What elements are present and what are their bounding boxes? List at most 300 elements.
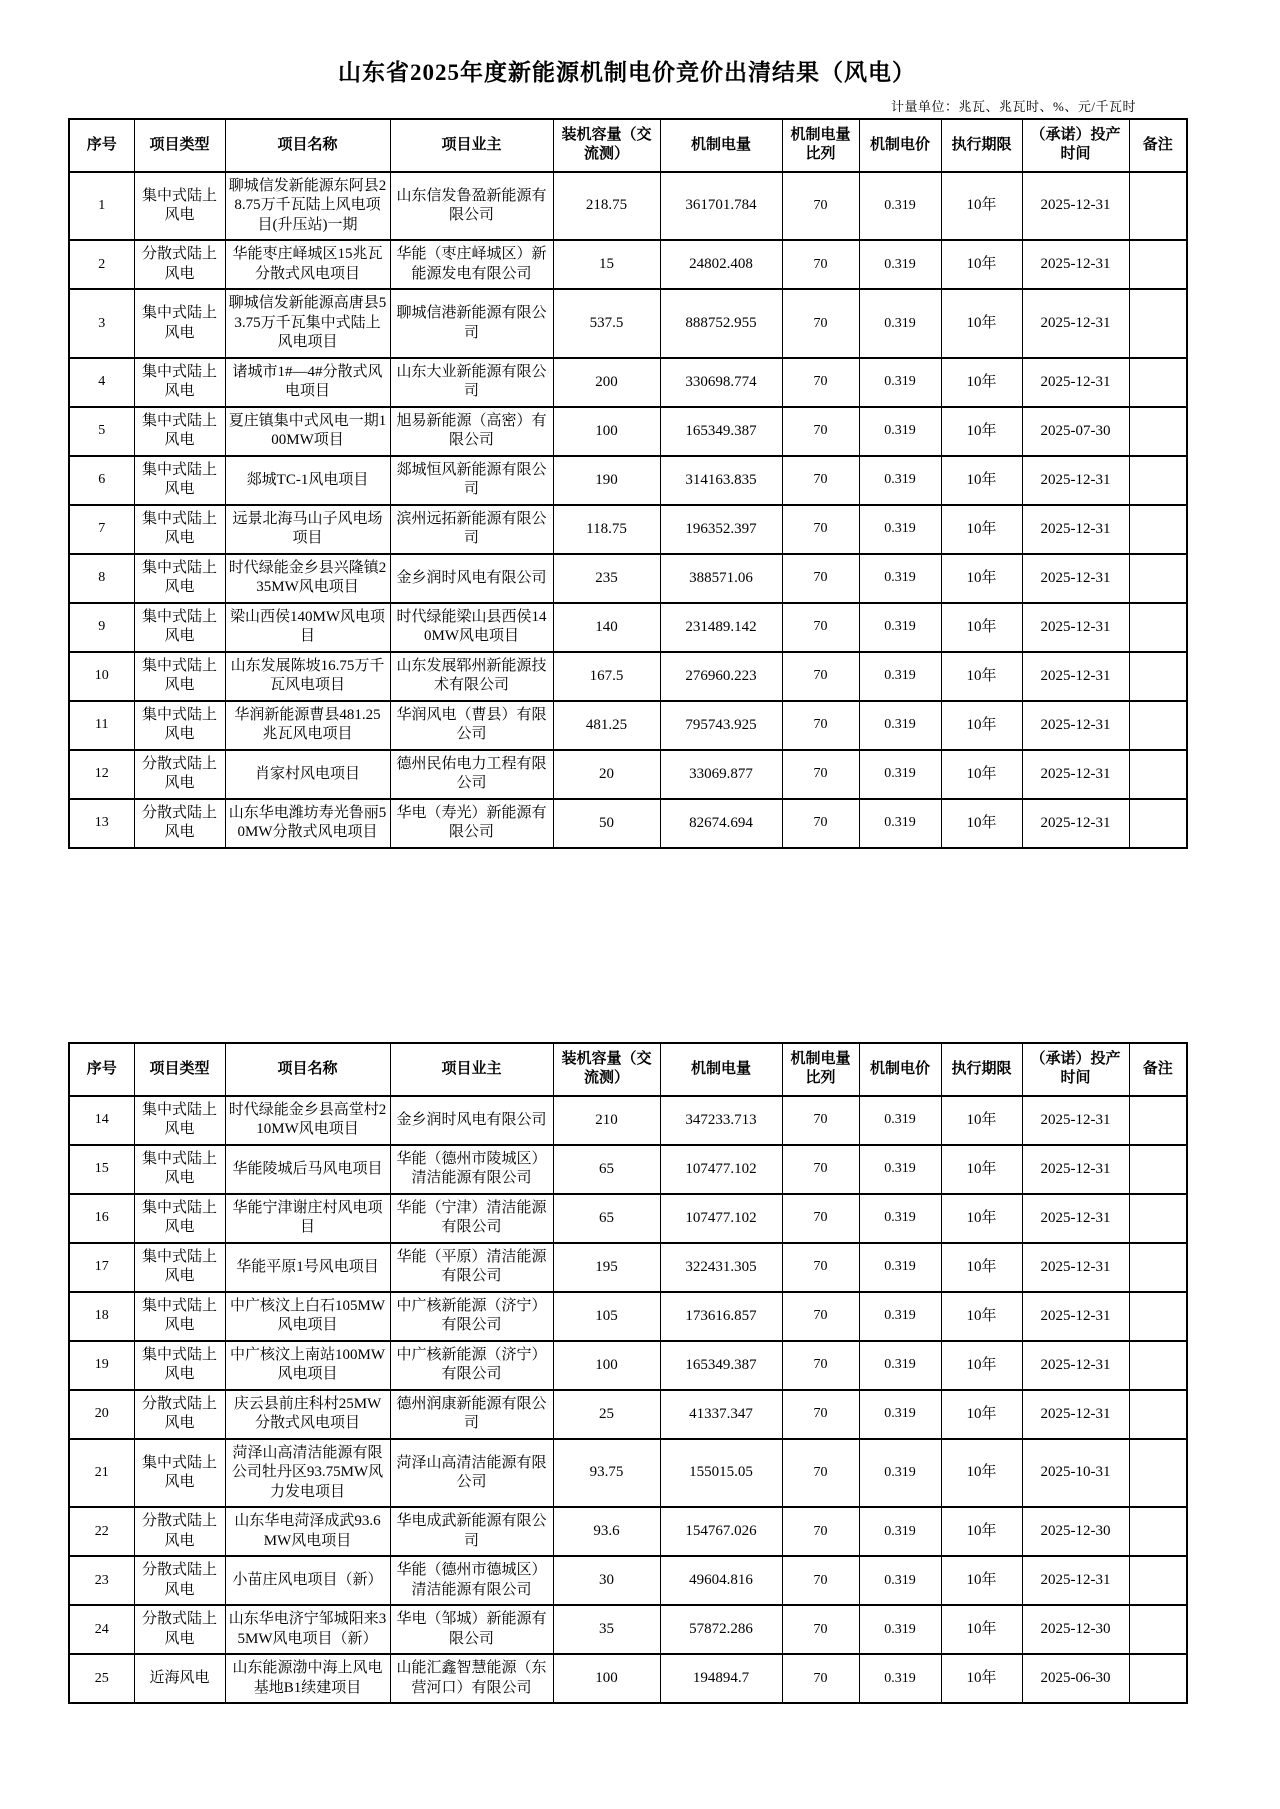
cell-date: 2025-12-31 bbox=[1022, 456, 1129, 505]
column-header-index: 序号 bbox=[69, 119, 134, 172]
cell-energy: 347233.713 bbox=[660, 1096, 782, 1145]
cell-owner: 华能（德州市德城区）清洁能源有限公司 bbox=[390, 1556, 553, 1605]
cell-name: 时代绿能金乡县高堂村210MW风电项目 bbox=[225, 1096, 390, 1145]
unit-note: 计量单位：兆瓦、兆瓦时、%、元/千瓦时 bbox=[891, 98, 1136, 114]
table-row bbox=[69, 172, 1187, 241]
cell-type: 集中式陆上风电 bbox=[134, 603, 225, 652]
cell-type: 集中式陆上风电 bbox=[134, 505, 225, 554]
cell-remark bbox=[1129, 1341, 1187, 1390]
cell-type: 分散式陆上风电 bbox=[134, 240, 225, 289]
column-header-date: （承诺）投产时间 bbox=[1022, 1043, 1129, 1096]
table-row bbox=[69, 554, 1187, 603]
cell-ratio: 70 bbox=[782, 172, 859, 241]
cell-name: 山东能源渤中海上风电基地B1续建项目 bbox=[225, 1654, 390, 1703]
cell-remark bbox=[1129, 1507, 1187, 1556]
table-row bbox=[69, 240, 1187, 289]
column-header-capacity: 装机容量（交流测） bbox=[553, 1043, 660, 1096]
cell-price: 0.319 bbox=[859, 799, 941, 848]
cell-ratio: 70 bbox=[782, 1507, 859, 1556]
cell-remark bbox=[1129, 603, 1187, 652]
cell-ratio: 70 bbox=[782, 289, 859, 358]
cell-price: 0.319 bbox=[859, 1605, 941, 1654]
cell-owner: 华电成武新能源有限公司 bbox=[390, 1507, 553, 1556]
cell-ratio: 70 bbox=[782, 799, 859, 848]
cell-index: 14 bbox=[69, 1096, 134, 1145]
cell-date: 2025-12-31 bbox=[1022, 505, 1129, 554]
cell-index: 22 bbox=[69, 1507, 134, 1556]
cell-energy: 41337.347 bbox=[660, 1390, 782, 1439]
table-row bbox=[69, 1605, 1187, 1654]
cell-owner: 山东信发鲁盈新能源有限公司 bbox=[390, 172, 553, 241]
column-header-remark: 备注 bbox=[1129, 119, 1187, 172]
cell-remark bbox=[1129, 358, 1187, 407]
table-row bbox=[69, 1243, 1187, 1292]
header-row bbox=[69, 1043, 1187, 1096]
table-row bbox=[69, 603, 1187, 652]
cell-name: 山东华电潍坊寿光鲁丽50MW分散式风电项目 bbox=[225, 799, 390, 848]
cell-term: 10年 bbox=[941, 652, 1022, 701]
sheet bbox=[68, 58, 1186, 1704]
cell-owner: 华能（枣庄峄城区）新能源发电有限公司 bbox=[390, 240, 553, 289]
cell-remark bbox=[1129, 701, 1187, 750]
cell-type: 分散式陆上风电 bbox=[134, 799, 225, 848]
page-title: 山东省2025年度新能源机制电价竞价出清结果（风电） bbox=[338, 60, 916, 85]
cell-index: 6 bbox=[69, 456, 134, 505]
table-row bbox=[69, 1556, 1187, 1605]
cell-term: 10年 bbox=[941, 358, 1022, 407]
cell-price: 0.319 bbox=[859, 1096, 941, 1145]
cell-price: 0.319 bbox=[859, 289, 941, 358]
cell-price: 0.319 bbox=[859, 1507, 941, 1556]
cell-term: 10年 bbox=[941, 240, 1022, 289]
cell-index: 5 bbox=[69, 407, 134, 456]
cell-price: 0.319 bbox=[859, 1341, 941, 1390]
cell-capacity: 210 bbox=[553, 1096, 660, 1145]
cell-ratio: 70 bbox=[782, 652, 859, 701]
cell-ratio: 70 bbox=[782, 603, 859, 652]
column-header-owner: 项目业主 bbox=[390, 1043, 553, 1096]
cell-date: 2025-12-30 bbox=[1022, 1605, 1129, 1654]
cell-energy: 276960.223 bbox=[660, 652, 782, 701]
cell-capacity: 200 bbox=[553, 358, 660, 407]
cell-owner: 德州民佑电力工程有限公司 bbox=[390, 750, 553, 799]
cell-energy: 165349.387 bbox=[660, 1341, 782, 1390]
cell-ratio: 70 bbox=[782, 1439, 859, 1508]
table-row bbox=[69, 1654, 1187, 1703]
cell-energy: 361701.784 bbox=[660, 172, 782, 241]
cell-name: 小苗庄风电项目（新） bbox=[225, 1556, 390, 1605]
cell-name: 华能陵城后马风电项目 bbox=[225, 1145, 390, 1194]
cell-type: 集中式陆上风电 bbox=[134, 652, 225, 701]
cell-type: 集中式陆上风电 bbox=[134, 701, 225, 750]
cell-ratio: 70 bbox=[782, 1341, 859, 1390]
cell-index: 18 bbox=[69, 1292, 134, 1341]
cell-type: 集中式陆上风电 bbox=[134, 358, 225, 407]
cell-name: 肖家村风电项目 bbox=[225, 750, 390, 799]
column-header-type: 项目类型 bbox=[134, 119, 225, 172]
cell-type: 集中式陆上风电 bbox=[134, 1439, 225, 1508]
column-header-capacity: 装机容量（交流测） bbox=[553, 119, 660, 172]
cell-index: 17 bbox=[69, 1243, 134, 1292]
cell-name: 聊城信发新能源东阿县28.75万千瓦陆上风电项目(升压站)一期 bbox=[225, 172, 390, 241]
cell-ratio: 70 bbox=[782, 554, 859, 603]
cell-capacity: 537.5 bbox=[553, 289, 660, 358]
cell-term: 10年 bbox=[941, 289, 1022, 358]
table-row bbox=[69, 1096, 1187, 1145]
cell-capacity: 30 bbox=[553, 1556, 660, 1605]
cell-capacity: 218.75 bbox=[553, 172, 660, 241]
cell-capacity: 100 bbox=[553, 1341, 660, 1390]
cell-date: 2025-12-31 bbox=[1022, 1096, 1129, 1145]
cell-date: 2025-12-31 bbox=[1022, 799, 1129, 848]
column-header-energy: 机制电量 bbox=[660, 119, 782, 172]
cell-energy: 194894.7 bbox=[660, 1654, 782, 1703]
table-row bbox=[69, 1507, 1187, 1556]
cell-type: 分散式陆上风电 bbox=[134, 1605, 225, 1654]
cell-name: 华能平原1号风电项目 bbox=[225, 1243, 390, 1292]
cell-capacity: 105 bbox=[553, 1292, 660, 1341]
cell-term: 10年 bbox=[941, 407, 1022, 456]
cell-remark bbox=[1129, 407, 1187, 456]
cell-ratio: 70 bbox=[782, 1243, 859, 1292]
cell-index: 11 bbox=[69, 701, 134, 750]
cell-term: 10年 bbox=[941, 1096, 1022, 1145]
cell-term: 10年 bbox=[941, 603, 1022, 652]
column-header-name: 项目名称 bbox=[225, 119, 390, 172]
cell-ratio: 70 bbox=[782, 456, 859, 505]
cell-owner: 郯城恒风新能源有限公司 bbox=[390, 456, 553, 505]
cell-type: 集中式陆上风电 bbox=[134, 1341, 225, 1390]
cell-type: 分散式陆上风电 bbox=[134, 1390, 225, 1439]
cell-date: 2025-07-30 bbox=[1022, 407, 1129, 456]
results-table-page-1 bbox=[68, 118, 1188, 849]
cell-index: 12 bbox=[69, 750, 134, 799]
cell-index: 13 bbox=[69, 799, 134, 848]
cell-ratio: 70 bbox=[782, 1096, 859, 1145]
column-header-ratio: 机制电量比列 bbox=[782, 1043, 859, 1096]
table-row bbox=[69, 1341, 1187, 1390]
cell-term: 10年 bbox=[941, 799, 1022, 848]
cell-remark bbox=[1129, 1556, 1187, 1605]
cell-term: 10年 bbox=[941, 1341, 1022, 1390]
cell-owner: 时代绿能梁山县西侯140MW风电项目 bbox=[390, 603, 553, 652]
cell-price: 0.319 bbox=[859, 240, 941, 289]
cell-capacity: 118.75 bbox=[553, 505, 660, 554]
cell-date: 2025-12-31 bbox=[1022, 750, 1129, 799]
cell-type: 集中式陆上风电 bbox=[134, 1292, 225, 1341]
cell-remark bbox=[1129, 1096, 1187, 1145]
cell-index: 2 bbox=[69, 240, 134, 289]
cell-type: 集中式陆上风电 bbox=[134, 289, 225, 358]
cell-date: 2025-12-31 bbox=[1022, 1390, 1129, 1439]
cell-term: 10年 bbox=[941, 1194, 1022, 1243]
cell-index: 25 bbox=[69, 1654, 134, 1703]
cell-energy: 322431.305 bbox=[660, 1243, 782, 1292]
table-row bbox=[69, 407, 1187, 456]
cell-capacity: 20 bbox=[553, 750, 660, 799]
cell-price: 0.319 bbox=[859, 652, 941, 701]
cell-remark bbox=[1129, 172, 1187, 241]
cell-date: 2025-12-31 bbox=[1022, 1556, 1129, 1605]
cell-term: 10年 bbox=[941, 1292, 1022, 1341]
cell-index: 24 bbox=[69, 1605, 134, 1654]
cell-ratio: 70 bbox=[782, 240, 859, 289]
cell-ratio: 70 bbox=[782, 1194, 859, 1243]
cell-term: 10年 bbox=[941, 172, 1022, 241]
cell-term: 10年 bbox=[941, 1556, 1022, 1605]
table-row bbox=[69, 1145, 1187, 1194]
cell-energy: 388571.06 bbox=[660, 554, 782, 603]
cell-name: 时代绿能金乡县兴隆镇235MW风电项目 bbox=[225, 554, 390, 603]
cell-ratio: 70 bbox=[782, 358, 859, 407]
table-row bbox=[69, 1390, 1187, 1439]
cell-date: 2025-12-31 bbox=[1022, 1341, 1129, 1390]
cell-name: 华能宁津谢庄村风电项目 bbox=[225, 1194, 390, 1243]
cell-capacity: 195 bbox=[553, 1243, 660, 1292]
cell-owner: 中广核新能源（济宁）有限公司 bbox=[390, 1292, 553, 1341]
cell-term: 10年 bbox=[941, 456, 1022, 505]
cell-price: 0.319 bbox=[859, 407, 941, 456]
cell-owner: 滨州远拓新能源有限公司 bbox=[390, 505, 553, 554]
cell-remark bbox=[1129, 1605, 1187, 1654]
cell-term: 10年 bbox=[941, 554, 1022, 603]
cell-remark bbox=[1129, 289, 1187, 358]
cell-name: 诸城市1#—4#分散式风电项目 bbox=[225, 358, 390, 407]
cell-capacity: 235 bbox=[553, 554, 660, 603]
cell-type: 集中式陆上风电 bbox=[134, 1243, 225, 1292]
cell-term: 10年 bbox=[941, 505, 1022, 554]
cell-date: 2025-10-31 bbox=[1022, 1439, 1129, 1508]
cell-ratio: 70 bbox=[782, 1292, 859, 1341]
column-header-name: 项目名称 bbox=[225, 1043, 390, 1096]
cell-index: 21 bbox=[69, 1439, 134, 1508]
cell-name: 聊城信发新能源高唐县53.75万千瓦集中式陆上风电项目 bbox=[225, 289, 390, 358]
cell-term: 10年 bbox=[941, 750, 1022, 799]
cell-index: 16 bbox=[69, 1194, 134, 1243]
cell-capacity: 50 bbox=[553, 799, 660, 848]
cell-capacity: 100 bbox=[553, 1654, 660, 1703]
cell-capacity: 35 bbox=[553, 1605, 660, 1654]
cell-remark bbox=[1129, 1194, 1187, 1243]
cell-type: 分散式陆上风电 bbox=[134, 1507, 225, 1556]
cell-name: 夏庄镇集中式风电一期100MW项目 bbox=[225, 407, 390, 456]
cell-energy: 57872.286 bbox=[660, 1605, 782, 1654]
header-row bbox=[69, 119, 1187, 172]
cell-type: 近海风电 bbox=[134, 1654, 225, 1703]
cell-date: 2025-12-31 bbox=[1022, 172, 1129, 241]
cell-ratio: 70 bbox=[782, 1390, 859, 1439]
cell-capacity: 65 bbox=[553, 1145, 660, 1194]
cell-owner: 华电（寿光）新能源有限公司 bbox=[390, 799, 553, 848]
table-row bbox=[69, 289, 1187, 358]
cell-capacity: 93.6 bbox=[553, 1507, 660, 1556]
cell-date: 2025-06-30 bbox=[1022, 1654, 1129, 1703]
cell-term: 10年 bbox=[941, 1439, 1022, 1508]
cell-price: 0.319 bbox=[859, 505, 941, 554]
cell-owner: 华能（宁津）清洁能源有限公司 bbox=[390, 1194, 553, 1243]
cell-term: 10年 bbox=[941, 1507, 1022, 1556]
cell-ratio: 70 bbox=[782, 407, 859, 456]
cell-date: 2025-12-31 bbox=[1022, 1292, 1129, 1341]
cell-remark bbox=[1129, 1243, 1187, 1292]
cell-date: 2025-12-31 bbox=[1022, 1194, 1129, 1243]
column-header-remark: 备注 bbox=[1129, 1043, 1187, 1096]
cell-index: 15 bbox=[69, 1145, 134, 1194]
cell-term: 10年 bbox=[941, 1145, 1022, 1194]
table-row bbox=[69, 505, 1187, 554]
cell-name: 庆云县前庄科村25MW分散式风电项目 bbox=[225, 1390, 390, 1439]
cell-energy: 231489.142 bbox=[660, 603, 782, 652]
cell-remark bbox=[1129, 799, 1187, 848]
cell-price: 0.319 bbox=[859, 1145, 941, 1194]
cell-energy: 314163.835 bbox=[660, 456, 782, 505]
cell-ratio: 70 bbox=[782, 505, 859, 554]
cell-price: 0.319 bbox=[859, 603, 941, 652]
cell-remark bbox=[1129, 240, 1187, 289]
cell-capacity: 25 bbox=[553, 1390, 660, 1439]
cell-capacity: 93.75 bbox=[553, 1439, 660, 1508]
cell-term: 10年 bbox=[941, 1654, 1022, 1703]
cell-index: 1 bbox=[69, 172, 134, 241]
cell-energy: 107477.102 bbox=[660, 1194, 782, 1243]
cell-type: 集中式陆上风电 bbox=[134, 172, 225, 241]
cell-energy: 196352.397 bbox=[660, 505, 782, 554]
cell-name: 中广核汶上白石105MW风电项目 bbox=[225, 1292, 390, 1341]
cell-energy: 49604.816 bbox=[660, 1556, 782, 1605]
cell-energy: 165349.387 bbox=[660, 407, 782, 456]
cell-owner: 金乡润时风电有限公司 bbox=[390, 1096, 553, 1145]
cell-remark bbox=[1129, 1654, 1187, 1703]
cell-owner: 菏泽山高清洁能源有限公司 bbox=[390, 1439, 553, 1508]
table-row bbox=[69, 1194, 1187, 1243]
cell-owner: 中广核新能源（济宁）有限公司 bbox=[390, 1341, 553, 1390]
cell-remark bbox=[1129, 1145, 1187, 1194]
cell-ratio: 70 bbox=[782, 1145, 859, 1194]
cell-remark bbox=[1129, 554, 1187, 603]
results-table-page-2 bbox=[68, 1042, 1188, 1705]
cell-energy: 155015.05 bbox=[660, 1439, 782, 1508]
cell-date: 2025-12-30 bbox=[1022, 1507, 1129, 1556]
cell-name: 中广核汶上南站100MW风电项目 bbox=[225, 1341, 390, 1390]
cell-capacity: 100 bbox=[553, 407, 660, 456]
cell-price: 0.319 bbox=[859, 701, 941, 750]
cell-owner: 华润风电（曹县）有限公司 bbox=[390, 701, 553, 750]
cell-capacity: 140 bbox=[553, 603, 660, 652]
cell-price: 0.319 bbox=[859, 1194, 941, 1243]
column-header-date: （承诺）投产时间 bbox=[1022, 119, 1129, 172]
cell-term: 10年 bbox=[941, 1605, 1022, 1654]
cell-price: 0.319 bbox=[859, 750, 941, 799]
column-header-owner: 项目业主 bbox=[390, 119, 553, 172]
cell-term: 10年 bbox=[941, 1243, 1022, 1292]
cell-date: 2025-12-31 bbox=[1022, 1145, 1129, 1194]
cell-owner: 华能（德州市陵城区）清洁能源有限公司 bbox=[390, 1145, 553, 1194]
column-header-energy: 机制电量 bbox=[660, 1043, 782, 1096]
cell-index: 8 bbox=[69, 554, 134, 603]
cell-price: 0.319 bbox=[859, 1439, 941, 1508]
cell-price: 0.319 bbox=[859, 1292, 941, 1341]
cell-energy: 330698.774 bbox=[660, 358, 782, 407]
column-header-term: 执行期限 bbox=[941, 1043, 1022, 1096]
table-row bbox=[69, 1292, 1187, 1341]
cell-index: 3 bbox=[69, 289, 134, 358]
cell-name: 山东华电菏泽成武93.6MW风电项目 bbox=[225, 1507, 390, 1556]
cell-remark bbox=[1129, 456, 1187, 505]
cell-index: 7 bbox=[69, 505, 134, 554]
cell-ratio: 70 bbox=[782, 701, 859, 750]
cell-name: 梁山西侯140MW风电项目 bbox=[225, 603, 390, 652]
cell-owner: 聊城信港新能源有限公司 bbox=[390, 289, 553, 358]
cell-name: 山东华电济宁邹城阳来35MW风电项目（新） bbox=[225, 1605, 390, 1654]
column-header-price: 机制电价 bbox=[859, 1043, 941, 1096]
cell-remark bbox=[1129, 1439, 1187, 1508]
cell-price: 0.319 bbox=[859, 1243, 941, 1292]
cell-term: 10年 bbox=[941, 1390, 1022, 1439]
cell-date: 2025-12-31 bbox=[1022, 701, 1129, 750]
cell-index: 20 bbox=[69, 1390, 134, 1439]
column-header-type: 项目类型 bbox=[134, 1043, 225, 1096]
table-row bbox=[69, 1439, 1187, 1508]
cell-price: 0.319 bbox=[859, 554, 941, 603]
cell-owner: 华能（平原）清洁能源有限公司 bbox=[390, 1243, 553, 1292]
cell-energy: 795743.925 bbox=[660, 701, 782, 750]
cell-price: 0.319 bbox=[859, 456, 941, 505]
cell-ratio: 70 bbox=[782, 1556, 859, 1605]
column-header-ratio: 机制电量比列 bbox=[782, 119, 859, 172]
cell-type: 集中式陆上风电 bbox=[134, 1145, 225, 1194]
cell-remark bbox=[1129, 652, 1187, 701]
cell-type: 集中式陆上风电 bbox=[134, 456, 225, 505]
cell-owner: 旭易新能源（高密）有限公司 bbox=[390, 407, 553, 456]
cell-ratio: 70 bbox=[782, 1605, 859, 1654]
cell-type: 分散式陆上风电 bbox=[134, 1556, 225, 1605]
cell-date: 2025-12-31 bbox=[1022, 289, 1129, 358]
table-row bbox=[69, 358, 1187, 407]
cell-capacity: 15 bbox=[553, 240, 660, 289]
cell-name: 郯城TC-1风电项目 bbox=[225, 456, 390, 505]
cell-date: 2025-12-31 bbox=[1022, 240, 1129, 289]
cell-capacity: 190 bbox=[553, 456, 660, 505]
cell-type: 集中式陆上风电 bbox=[134, 1096, 225, 1145]
cell-owner: 山东大业新能源有限公司 bbox=[390, 358, 553, 407]
cell-type: 分散式陆上风电 bbox=[134, 750, 225, 799]
cell-remark bbox=[1129, 750, 1187, 799]
cell-capacity: 481.25 bbox=[553, 701, 660, 750]
table-row bbox=[69, 799, 1187, 848]
cell-energy: 888752.955 bbox=[660, 289, 782, 358]
column-header-price: 机制电价 bbox=[859, 119, 941, 172]
cell-owner: 德州润康新能源有限公司 bbox=[390, 1390, 553, 1439]
cell-price: 0.319 bbox=[859, 358, 941, 407]
cell-index: 19 bbox=[69, 1341, 134, 1390]
cell-date: 2025-12-31 bbox=[1022, 603, 1129, 652]
cell-date: 2025-12-31 bbox=[1022, 652, 1129, 701]
cell-type: 集中式陆上风电 bbox=[134, 407, 225, 456]
cell-index: 4 bbox=[69, 358, 134, 407]
cell-energy: 173616.857 bbox=[660, 1292, 782, 1341]
cell-energy: 33069.877 bbox=[660, 750, 782, 799]
table-row bbox=[69, 701, 1187, 750]
cell-name: 菏泽山高清洁能源有限公司牡丹区93.75MW风力发电项目 bbox=[225, 1439, 390, 1508]
cell-price: 0.319 bbox=[859, 172, 941, 241]
cell-owner: 山东发展郓州新能源技术有限公司 bbox=[390, 652, 553, 701]
table-row bbox=[69, 652, 1187, 701]
table-row bbox=[69, 456, 1187, 505]
cell-date: 2025-12-31 bbox=[1022, 554, 1129, 603]
cell-date: 2025-12-31 bbox=[1022, 358, 1129, 407]
cell-type: 集中式陆上风电 bbox=[134, 1194, 225, 1243]
cell-type: 集中式陆上风电 bbox=[134, 554, 225, 603]
